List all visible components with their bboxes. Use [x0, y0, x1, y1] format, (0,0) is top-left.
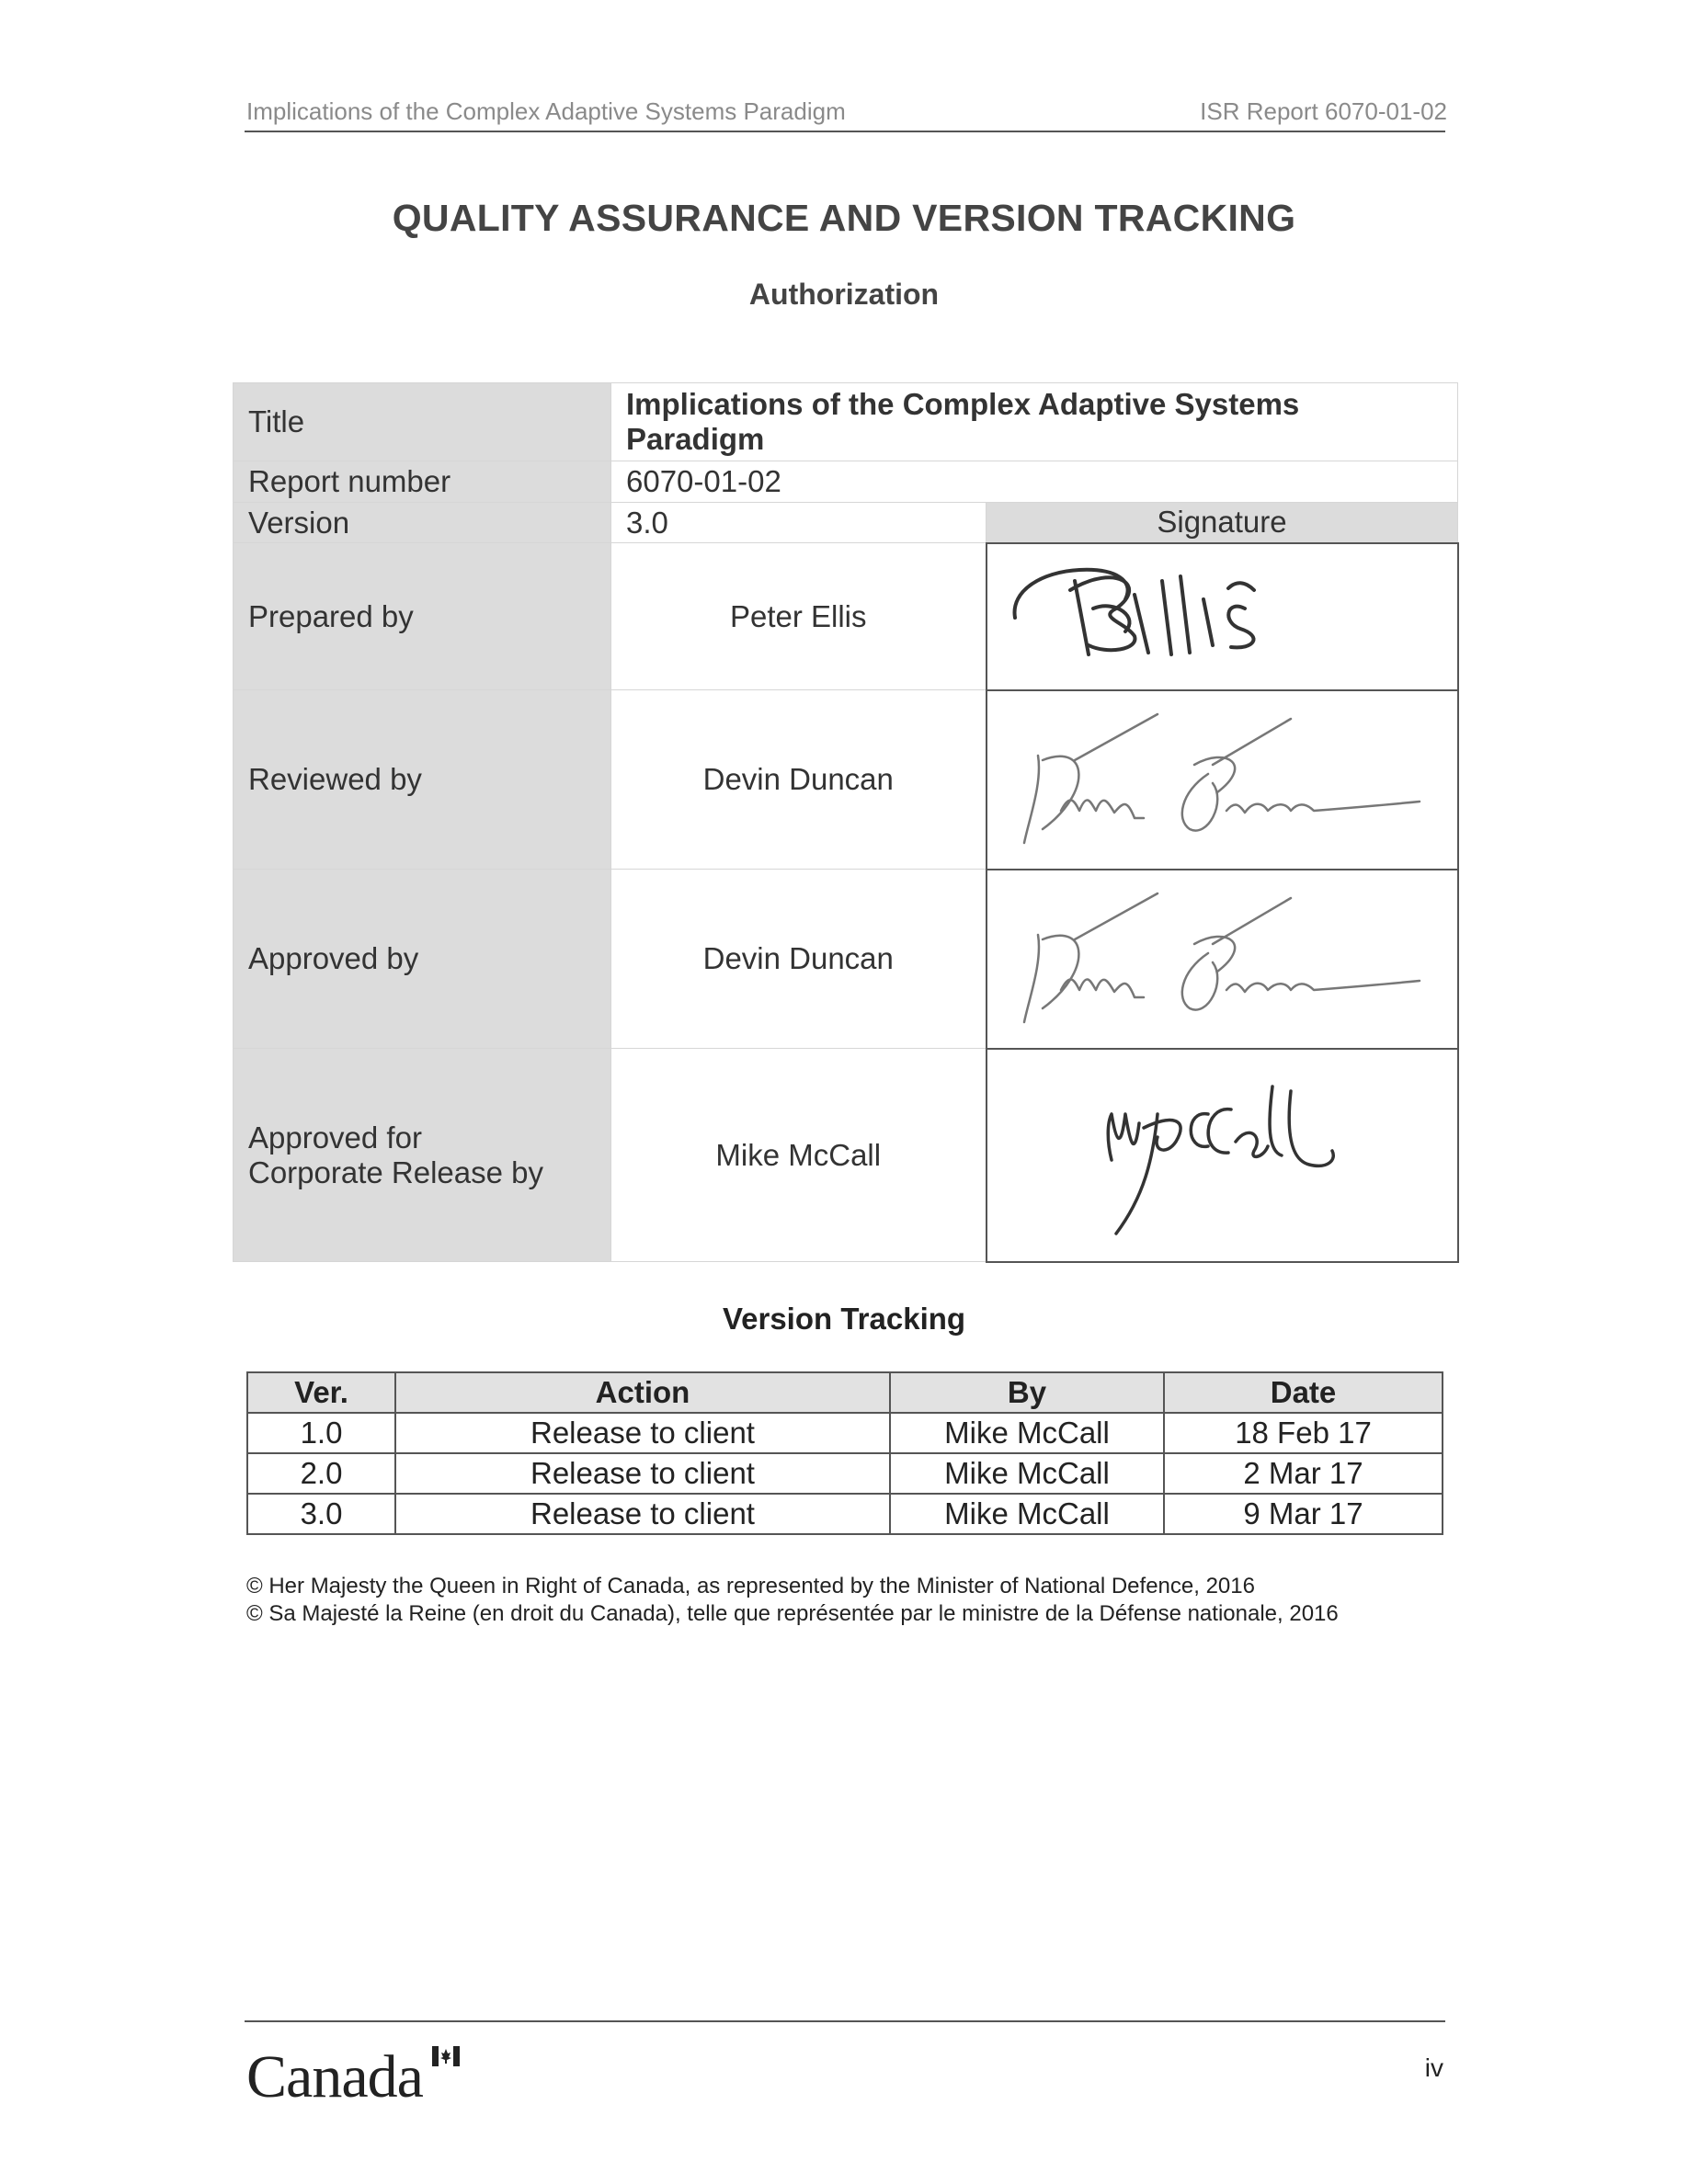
copyright-french: © Sa Majesté la Reine (en droit du Canada), telle que représentée par le ministre de la Défense nationale, 2016 [246, 1601, 1339, 1626]
corporate-release-label-line2: Corporate Release by [248, 1155, 544, 1189]
duncan-signature-image [987, 691, 1457, 869]
prepared-by-name: Peter Ellis [611, 543, 987, 690]
mccall-signature-image [987, 1050, 1457, 1261]
table-row [234, 383, 1458, 461]
cell-action: Release to client [395, 1413, 890, 1453]
header-rule [245, 131, 1445, 132]
approved-by-label: Approved by [234, 870, 611, 1049]
cell-ver: 2.0 [247, 1453, 395, 1494]
canada-flag-icon [432, 2046, 460, 2066]
reviewed-by-label: Reviewed by [234, 690, 611, 870]
column-header-by: By [890, 1372, 1164, 1413]
canada-wordmark-logo: Canada [246, 2043, 423, 2110]
version-value: 3.0 [611, 503, 987, 543]
footer-rule [245, 2020, 1445, 2022]
cell-date: 18 Feb 17 [1164, 1413, 1443, 1453]
cell-action: Release to client [395, 1494, 890, 1534]
authorization-heading: Authorization [748, 278, 940, 311]
table-row [234, 503, 1458, 543]
table-row [234, 461, 1458, 503]
page-title: QUALITY ASSURANCE AND VERSION TRACKING [392, 197, 1296, 239]
running-header-report: ISR Report 6070-01-02 [1200, 97, 1447, 125]
table-row [234, 1049, 1458, 1262]
approved-by-signature [987, 870, 1458, 1049]
corporate-release-signature [987, 1049, 1458, 1262]
cell-ver: 3.0 [247, 1494, 395, 1534]
corporate-release-name: Mike McCall [611, 1049, 987, 1262]
authorization-table [233, 382, 1459, 1263]
version-label: Version [234, 503, 611, 543]
cell-by: Mike McCall [890, 1453, 1164, 1494]
title-label: Title [234, 383, 611, 461]
report-number-value: 6070-01-02 [611, 461, 1458, 503]
running-header-title: Implications of the Complex Adaptive Systems Paradigm [246, 97, 846, 125]
table-row [234, 870, 1458, 1049]
version-tracking-table [246, 1371, 1443, 1535]
cell-ver: 1.0 [247, 1413, 395, 1453]
report-number-label: Report number [234, 461, 611, 503]
table-row [247, 1453, 1443, 1494]
page-number: iv [1424, 2053, 1443, 2082]
cell-action: Release to client [395, 1453, 890, 1494]
cell-date: 2 Mar 17 [1164, 1453, 1443, 1494]
ellis-signature-image [987, 544, 1457, 689]
title-value: Implications of the Complex Adaptive Systems Paradigm [611, 383, 1458, 461]
corporate-release-label-line1: Approved for [248, 1120, 422, 1155]
corporate-release-label [234, 1049, 611, 1262]
copyright-english: © Her Majesty the Queen in Right of Canada, as represented by the Minister of National Defence, 2016 [246, 1574, 1255, 1598]
table-row [234, 543, 1458, 690]
column-header-date: Date [1164, 1372, 1443, 1413]
version-tracking-heading: Version Tracking [722, 1302, 966, 1336]
column-header-action: Action [395, 1372, 890, 1413]
table-row [247, 1494, 1443, 1534]
table-row [247, 1413, 1443, 1453]
cell-by: Mike McCall [890, 1494, 1164, 1534]
cell-by: Mike McCall [890, 1413, 1164, 1453]
prepared-by-signature [987, 543, 1458, 690]
approved-by-name: Devin Duncan [611, 870, 987, 1049]
cell-date: 9 Mar 17 [1164, 1494, 1443, 1534]
reviewed-by-name: Devin Duncan [611, 690, 987, 870]
signature-column-header: Signature [987, 503, 1458, 543]
column-header-ver: Ver. [247, 1372, 395, 1413]
table-row [234, 690, 1458, 870]
table-header-row [247, 1372, 1443, 1413]
reviewed-by-signature [987, 690, 1458, 870]
duncan-signature-image [987, 870, 1457, 1048]
prepared-by-label: Prepared by [234, 543, 611, 690]
